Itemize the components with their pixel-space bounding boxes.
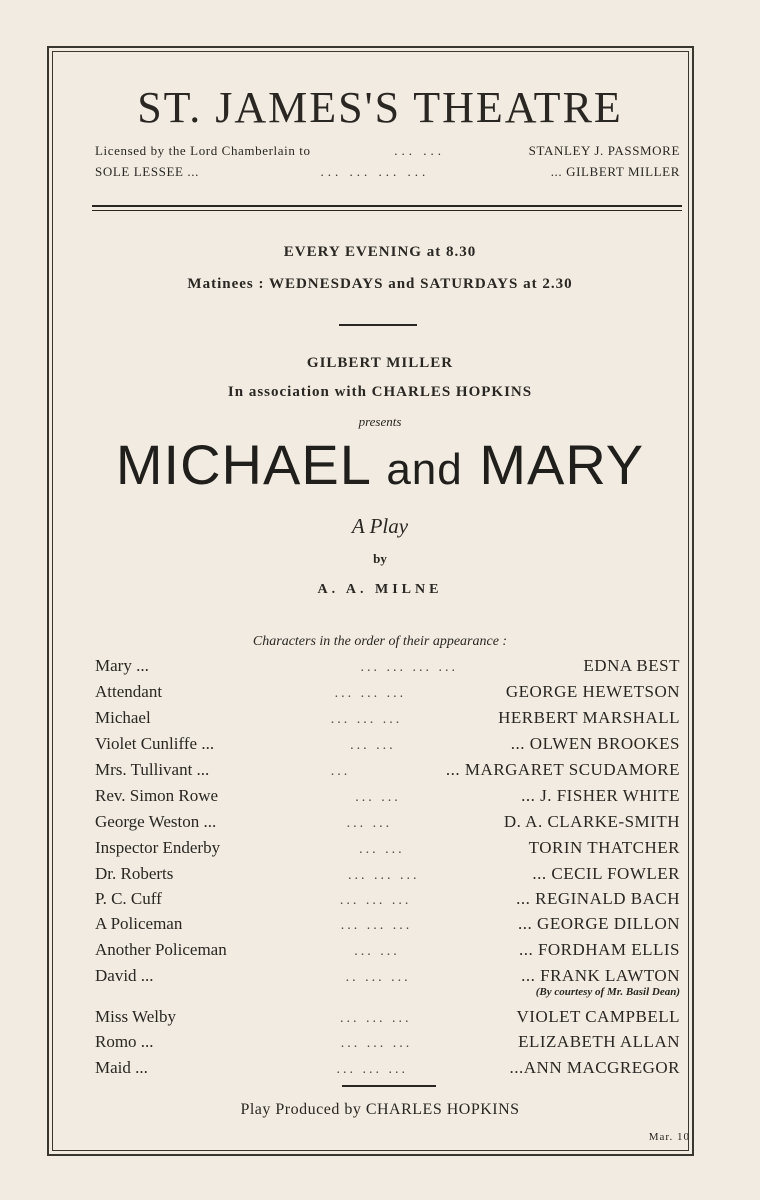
- licensed-dots: ... ...: [394, 143, 445, 158]
- cast-actor: EDNA BEST: [583, 656, 680, 675]
- print-mark: Mar. 10: [648, 1131, 690, 1143]
- play-title-mary: MARY: [479, 433, 645, 496]
- cast-leader-dots: ... ...: [346, 816, 393, 831]
- cast-leader-dots: ... ...: [350, 738, 396, 753]
- licensed-label: Licensed by the Lord Chamberlain to: [95, 143, 311, 158]
- cast-actor: ... REGINALD BACH: [516, 889, 680, 908]
- cast-leader-dots: ... ... ...: [330, 712, 403, 727]
- cast-role: George Weston ...: [95, 812, 217, 831]
- cast-role: Mary ...: [95, 656, 149, 675]
- cast-row: [95, 812, 680, 836]
- cast-row: [95, 914, 680, 938]
- footer-divider: [342, 1085, 436, 1087]
- cast-leader-dots: ... ... ...: [339, 893, 412, 908]
- cast-row: [95, 864, 680, 888]
- cast-leader-dots: ... ...: [355, 790, 401, 805]
- cast-leader-dots: ... ... ...: [336, 1062, 409, 1077]
- matinee-schedule: Matinees : WEDNESDAYS and SATURDAYS at 2.30: [187, 276, 573, 292]
- cast-role: Another Policeman: [95, 940, 227, 959]
- cast-row: [95, 656, 680, 680]
- cast-leader-dots: ... ... ...: [334, 686, 407, 701]
- cast-leader-dots: ... ...: [359, 842, 405, 857]
- play-title: [0, 432, 760, 497]
- cast-actor: TORIN THATCHER: [528, 838, 680, 857]
- cast-role: Mrs. Tullivant ...: [95, 760, 210, 779]
- cast-row: [95, 1058, 680, 1082]
- cast-actor: ... CECIL FOWLER: [532, 864, 680, 883]
- cast-row: [95, 1032, 680, 1056]
- lessee-row: [95, 164, 680, 180]
- cast-role: A Policeman: [95, 914, 183, 933]
- cast-leader-dots: ... ... ...: [347, 868, 420, 883]
- cast-heading: Characters in the order of their appearance :: [252, 634, 508, 649]
- cast-row: [95, 708, 680, 732]
- cast-leader-dots: ... ...: [354, 944, 400, 959]
- cast-row: [95, 786, 680, 810]
- cast-actor: ... MARGARET SCUDAMORE: [445, 760, 680, 779]
- cast-actor: ELIZABETH ALLAN: [518, 1032, 680, 1051]
- cast-role: Dr. Roberts: [95, 864, 174, 883]
- cast-row: [95, 682, 680, 706]
- cast-row: [95, 1007, 680, 1031]
- play-title-and: and: [386, 445, 463, 494]
- cast-role: Rev. Simon Rowe: [95, 786, 219, 805]
- lessee-name: ... GILBERT MILLER: [550, 164, 680, 179]
- cast-role: P. C. Cuff: [95, 889, 162, 908]
- cast-row: [95, 940, 680, 964]
- cast-actor: GEORGE HEWETSON: [505, 682, 680, 701]
- cast-actor: ...ANN MACGREGOR: [509, 1058, 680, 1077]
- header-divider: [92, 205, 682, 211]
- author-name: A. A. MILNE: [317, 582, 443, 597]
- association-line: In association with CHARLES HOPKINS: [227, 384, 533, 400]
- cast-row: [95, 760, 680, 784]
- cast-leader-dots: .. ... ...: [345, 970, 411, 985]
- cast-actor: HERBERT MARSHALL: [498, 708, 680, 727]
- cast-leader-dots: ... ... ...: [340, 1011, 412, 1026]
- presents-line: presents: [358, 414, 402, 429]
- cast-actor: VIOLET CAMPBELL: [516, 1007, 680, 1026]
- producer-name: GILBERT MILLER: [306, 355, 454, 371]
- cast-actor: ... FRANK LAWTON: [521, 966, 680, 985]
- evening-schedule: EVERY EVENING at 8.30: [283, 244, 477, 260]
- courtesy-note: (By courtesy of Mr. Basil Dean): [535, 986, 680, 998]
- cast-role: David ...: [95, 966, 154, 985]
- cast-leader-dots: ... ... ...: [340, 918, 413, 933]
- cast-role: Maid ...: [95, 1058, 148, 1077]
- cast-row: [95, 838, 680, 862]
- cast-leader-dots: ...: [330, 764, 351, 779]
- section-divider: [339, 324, 417, 326]
- cast-role: Violet Cunliffe ...: [95, 734, 215, 753]
- cast-leader-dots: ... ... ...: [340, 1036, 413, 1051]
- play-title-michael: MICHAEL: [115, 433, 370, 496]
- cast-leader-dots: ... ... ... ...: [360, 660, 458, 675]
- lessee-label: SOLE LESSEE ...: [95, 164, 199, 179]
- cast-actor: ... J. FISHER WHITE: [521, 786, 680, 805]
- cast-role: Romo ...: [95, 1032, 154, 1051]
- cast-role: Miss Welby: [95, 1007, 176, 1026]
- by-line: by: [373, 551, 387, 566]
- cast-role: Inspector Enderby: [95, 838, 221, 857]
- cast-role: Attendant: [95, 682, 163, 701]
- cast-role: Michael: [95, 708, 151, 727]
- cast-row: [95, 734, 680, 758]
- play-subtitle: A Play: [351, 514, 409, 538]
- cast-actor: ... FORDHAM ELLIS: [518, 940, 680, 959]
- licence-row: [95, 143, 680, 159]
- cast-actor: ... GEORGE DILLON: [518, 914, 680, 933]
- cast-actor: ... OLWEN BROOKES: [510, 734, 680, 753]
- theatre-name: ST. JAMES'S THEATRE: [137, 83, 623, 132]
- produced-by: Play Produced by CHARLES HOPKINS: [240, 1101, 520, 1118]
- cast-actor: D. A. CLARKE-SMITH: [503, 812, 680, 831]
- cast-row: [95, 889, 680, 913]
- licensee-name: STANLEY J. PASSMORE: [528, 143, 680, 158]
- lessee-dots: ... ... ... ...: [320, 164, 430, 179]
